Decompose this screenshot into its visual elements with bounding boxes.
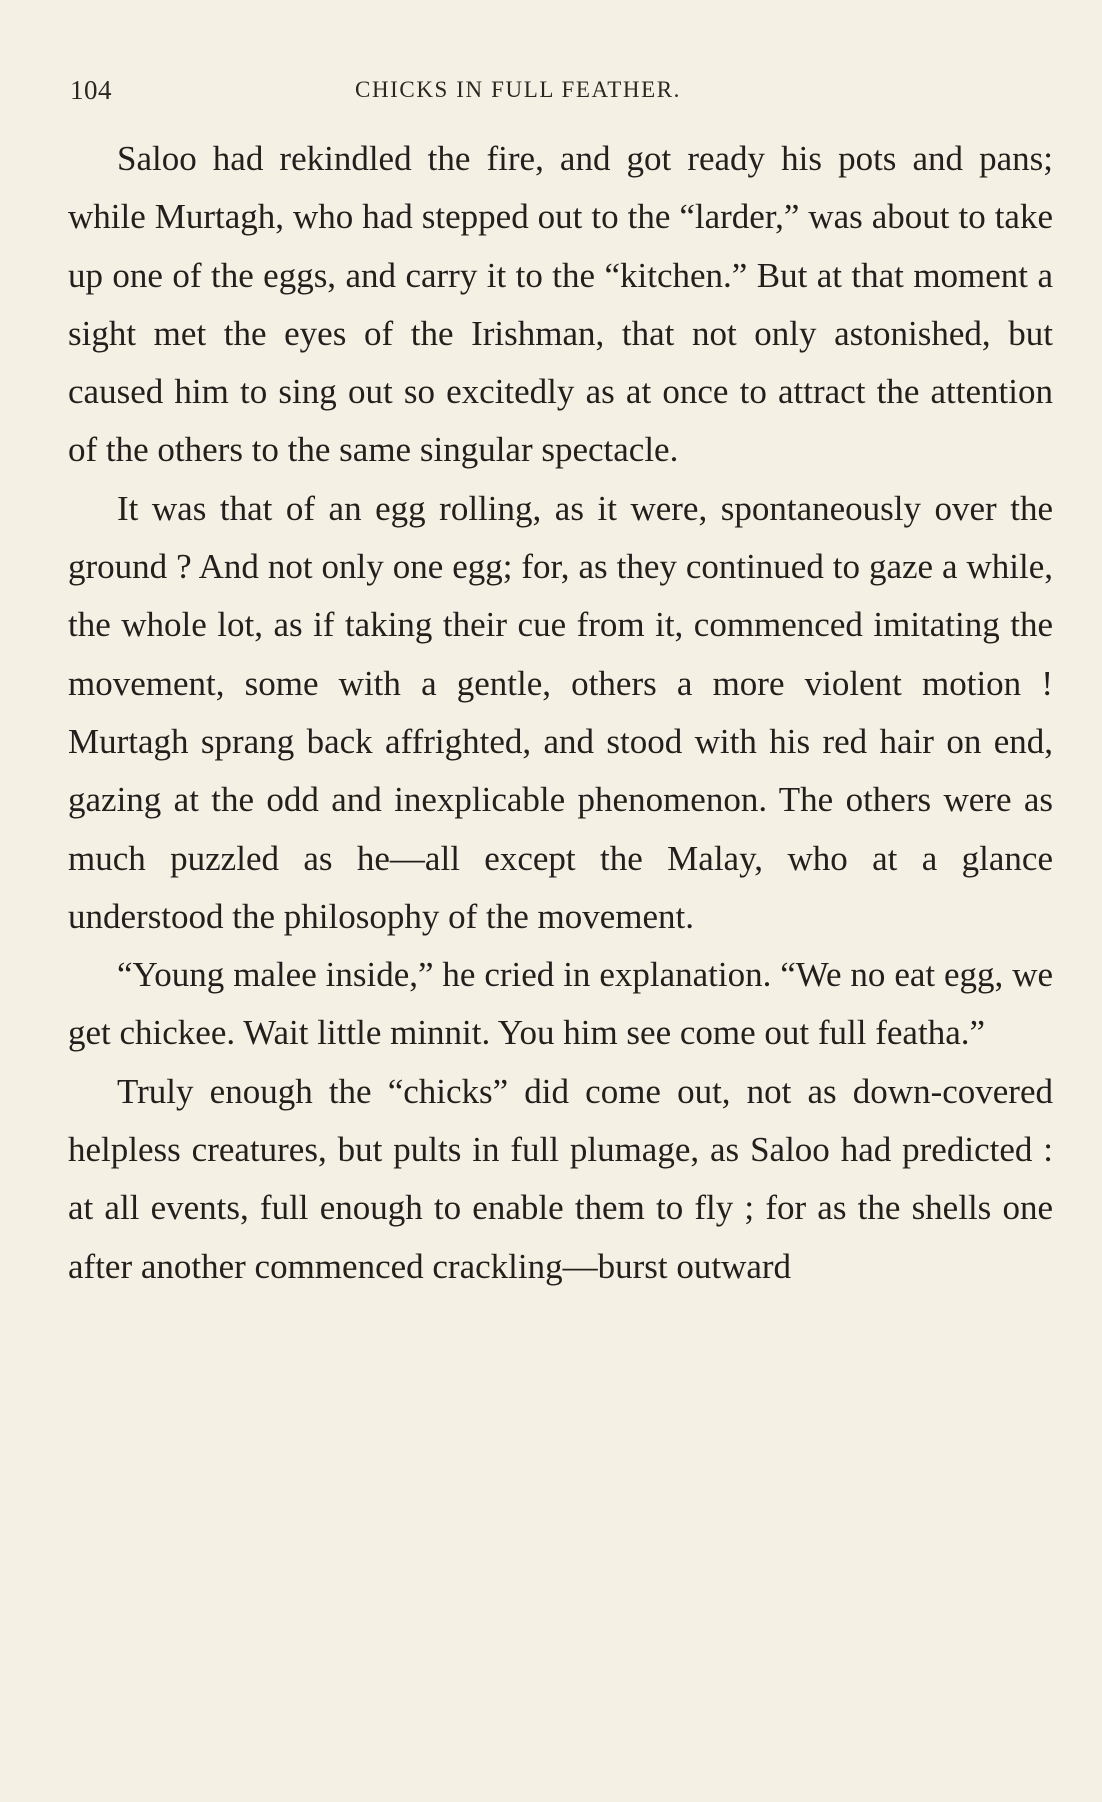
page-number: 104 (70, 75, 112, 105)
paragraph: “Young malee inside,” he cried in explanation. “We no eat egg, we get chickee. Wait little minnit. You him see come out full featha.” (68, 955, 1053, 1053)
paragraph: Saloo had rekindled the fire, and got ready his pots and pans; while Murtagh, who had stepped out to the “larder,” was about to take up one of the eggs, and carry it to the “kitchen.” But at that moment a sight met the eyes of the Irishman, that not only astonished, but caused him to sing out so excitedly as at once to attract the attention of the others to the same singular spectacle. (68, 139, 1053, 470)
body-text (68, 130, 1053, 1296)
paragraph: It was that of an egg rolling, as it were, spontaneously over the ground ? And not only one egg; for, as they continued to gaze a while, the whole lot, as if taking their cue from it, commenced imitating the movement, some with a gentle, others a more violent motion ! Murtagh sprang back affrighted, and stood with his red hair on end, gazing at the odd and inexplicable phenomenon. The others were as much puzzled as he—all except the Malay, who at a glance understood the philosophy of the movement. (68, 488, 1053, 936)
page-header (70, 70, 1050, 110)
paragraph: Truly enough the “chicks” did come out, not as down-covered helpless creatures, but pults in full plumage, as Saloo had predicted : at all events, full enough to enable them to fly ; for as the shells one after another commenced crackling—burst outward (68, 1071, 1053, 1286)
running-title: CHICKS IN FULL FEATHER. (355, 77, 682, 102)
